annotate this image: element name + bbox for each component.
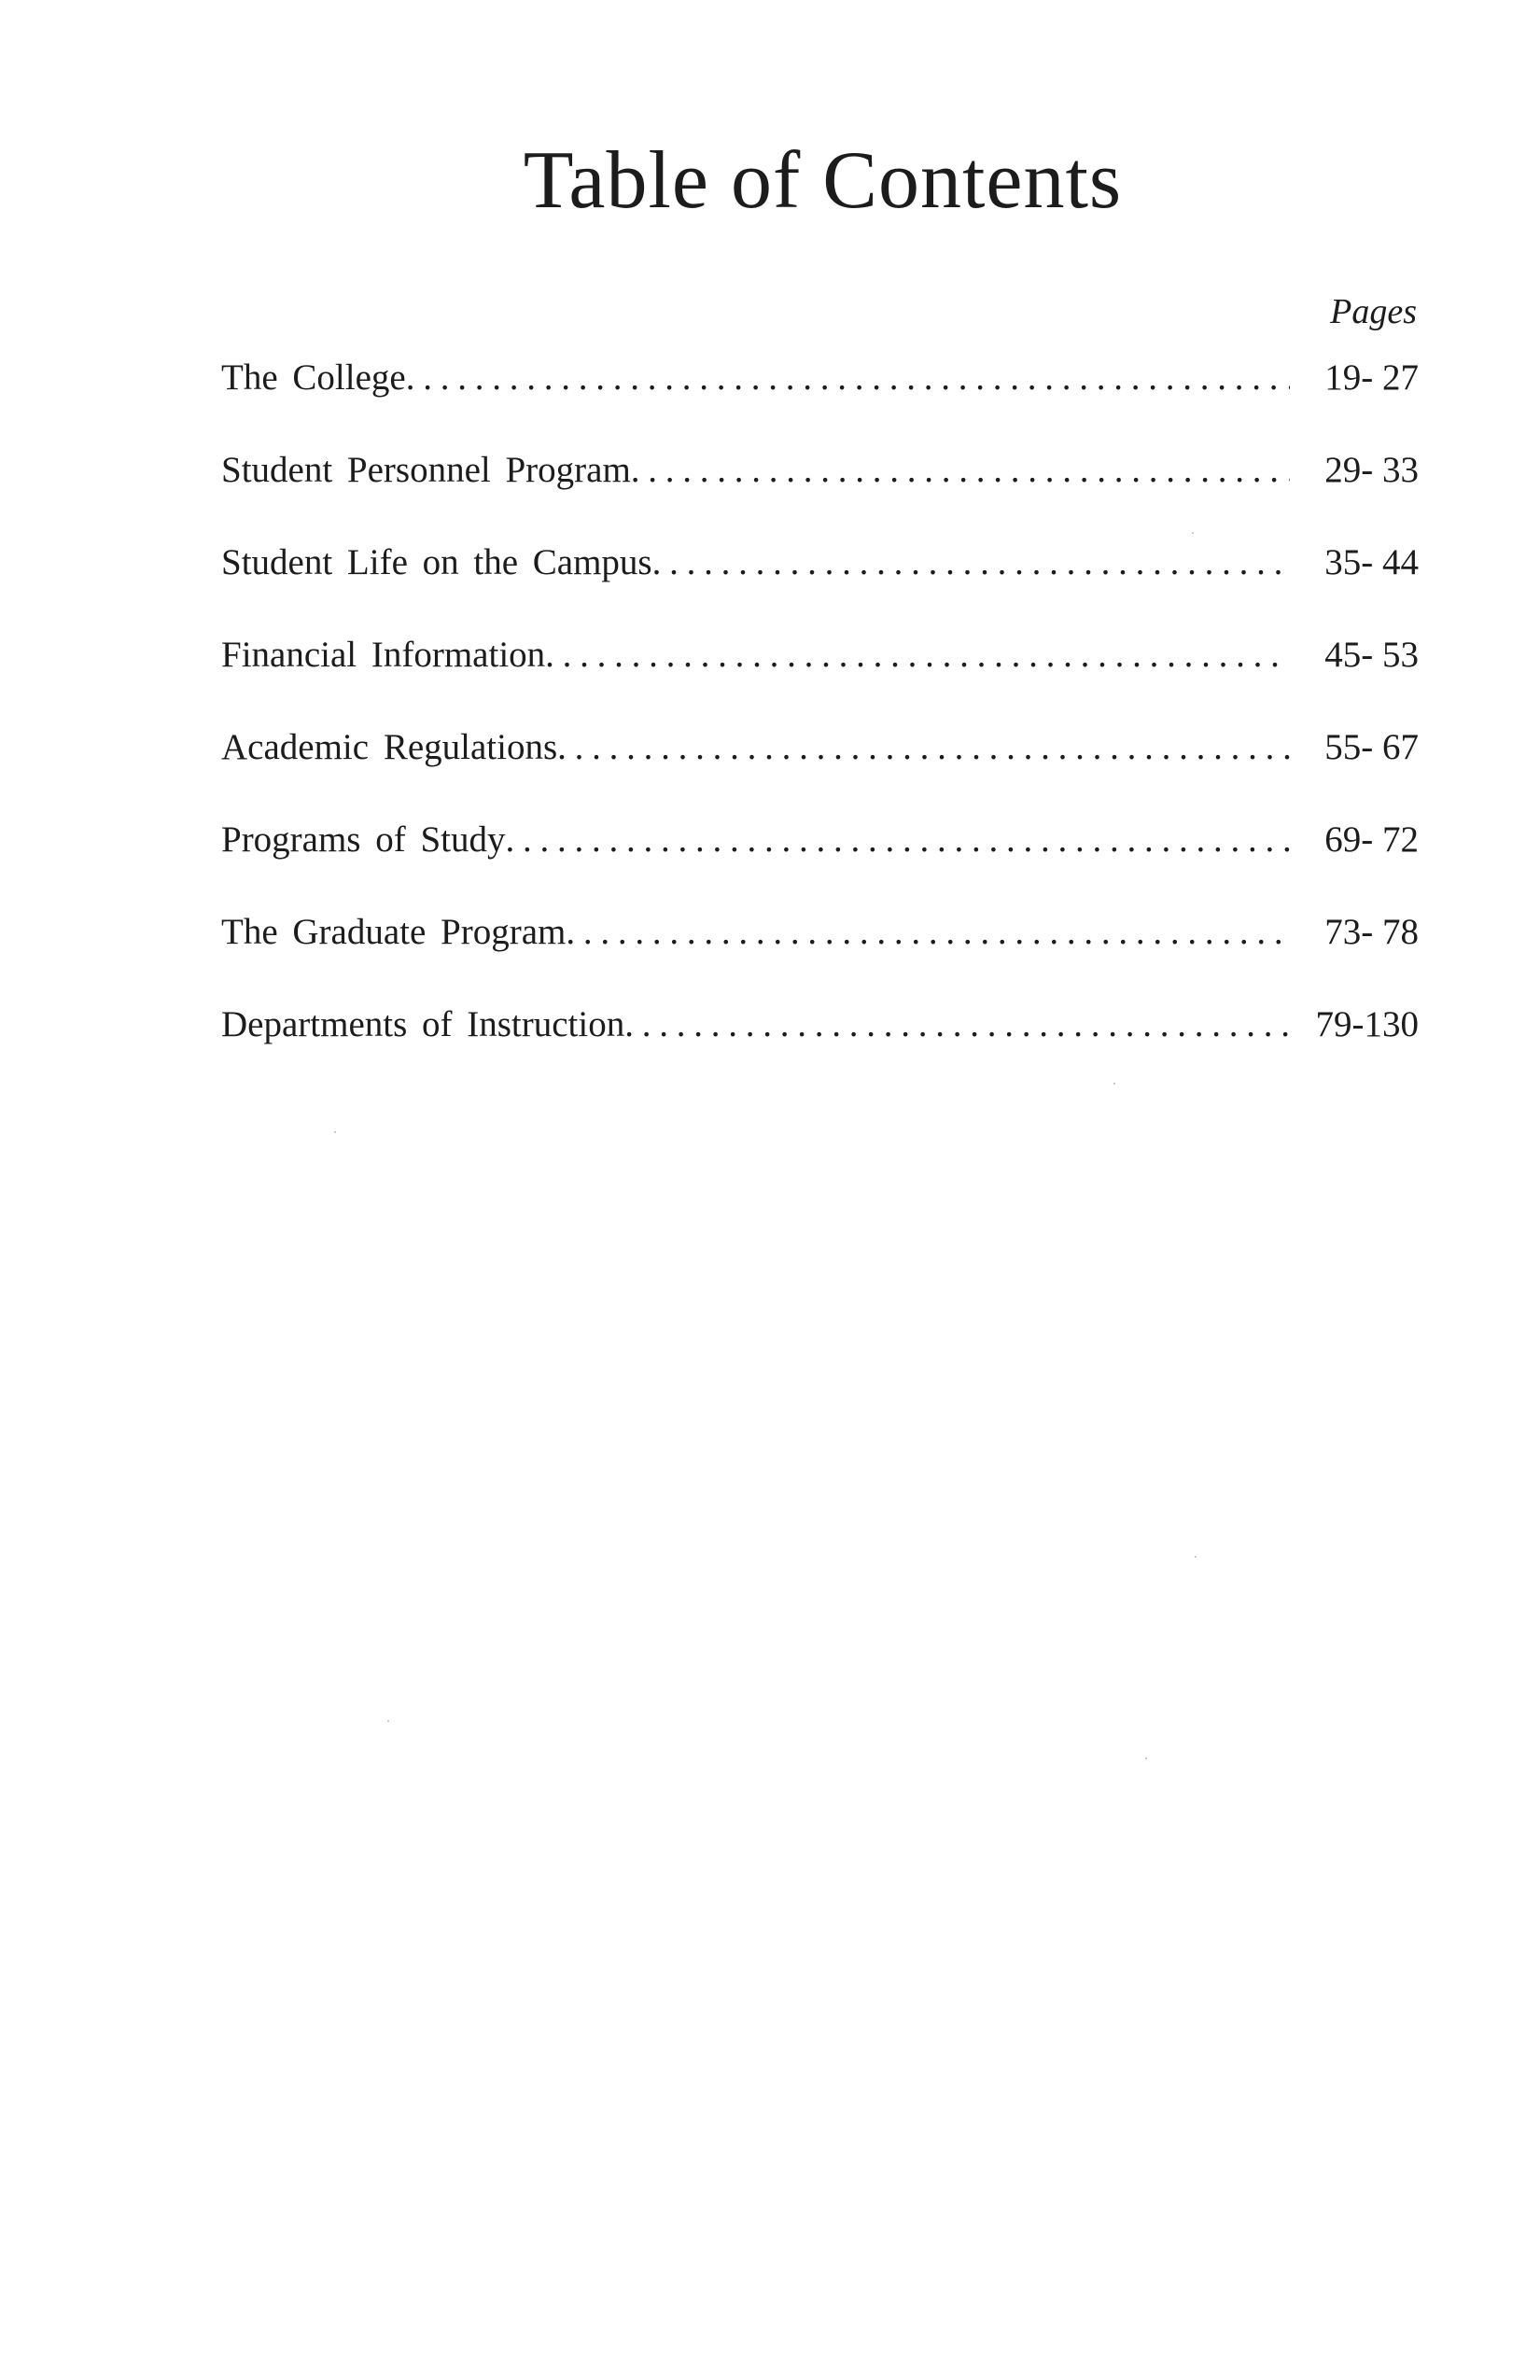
toc-entry bbox=[221, 359, 1419, 452]
toc-entry-title: Student Life on the Campus bbox=[221, 542, 652, 582]
scan-speck bbox=[334, 1131, 336, 1133]
toc-entry bbox=[221, 729, 1419, 821]
scan-speck bbox=[1145, 1757, 1147, 1759]
toc-entry bbox=[221, 544, 1419, 637]
scan-speck bbox=[1195, 1556, 1197, 1558]
toc-entry bbox=[221, 914, 1419, 1006]
table-of-contents bbox=[221, 359, 1419, 1099]
scan-speck bbox=[387, 1720, 389, 1722]
toc-entry-pages: 29- 33 bbox=[1324, 450, 1419, 490]
toc-entry-title: The College bbox=[221, 357, 406, 398]
toc-entry-pages: 55- 67 bbox=[1324, 727, 1419, 767]
toc-entry-pages: 73- 78 bbox=[1324, 912, 1419, 952]
toc-entry-title: The Graduate Program bbox=[221, 912, 567, 952]
toc-entry bbox=[221, 637, 1419, 729]
toc-entry-title: Academic Regulations bbox=[221, 727, 558, 767]
toc-entry bbox=[221, 1006, 1419, 1099]
pages-column-header: Pages bbox=[1330, 292, 1417, 331]
dot-leader bbox=[406, 359, 1290, 396]
toc-entry-title: Departments of Instruction bbox=[221, 1004, 625, 1044]
toc-entry-pages: 19- 27 bbox=[1324, 357, 1419, 398]
dot-leader bbox=[557, 729, 1290, 765]
toc-entry-title: Student Personnel Program bbox=[221, 450, 631, 490]
dot-leader bbox=[624, 1006, 1290, 1043]
toc-entry-pages: 35- 44 bbox=[1324, 542, 1419, 582]
toc-entry bbox=[221, 452, 1419, 544]
page-title: Table of Contents bbox=[523, 135, 1123, 226]
dot-leader bbox=[652, 544, 1290, 581]
toc-entry-title: Financial Information bbox=[221, 635, 546, 675]
toc-entry bbox=[221, 821, 1419, 914]
dot-leader bbox=[506, 821, 1291, 858]
toc-entry-pages: 69- 72 bbox=[1324, 819, 1419, 860]
scan-speck bbox=[1113, 1083, 1115, 1085]
toc-entry-pages: 45- 53 bbox=[1324, 635, 1419, 675]
scan-speck bbox=[1192, 532, 1194, 534]
toc-entry-title: Programs of Study bbox=[221, 819, 506, 860]
dot-leader bbox=[545, 637, 1290, 673]
toc-entry-pages: 79-130 bbox=[1315, 1004, 1419, 1044]
dot-leader bbox=[566, 914, 1290, 950]
dot-leader bbox=[631, 452, 1290, 488]
